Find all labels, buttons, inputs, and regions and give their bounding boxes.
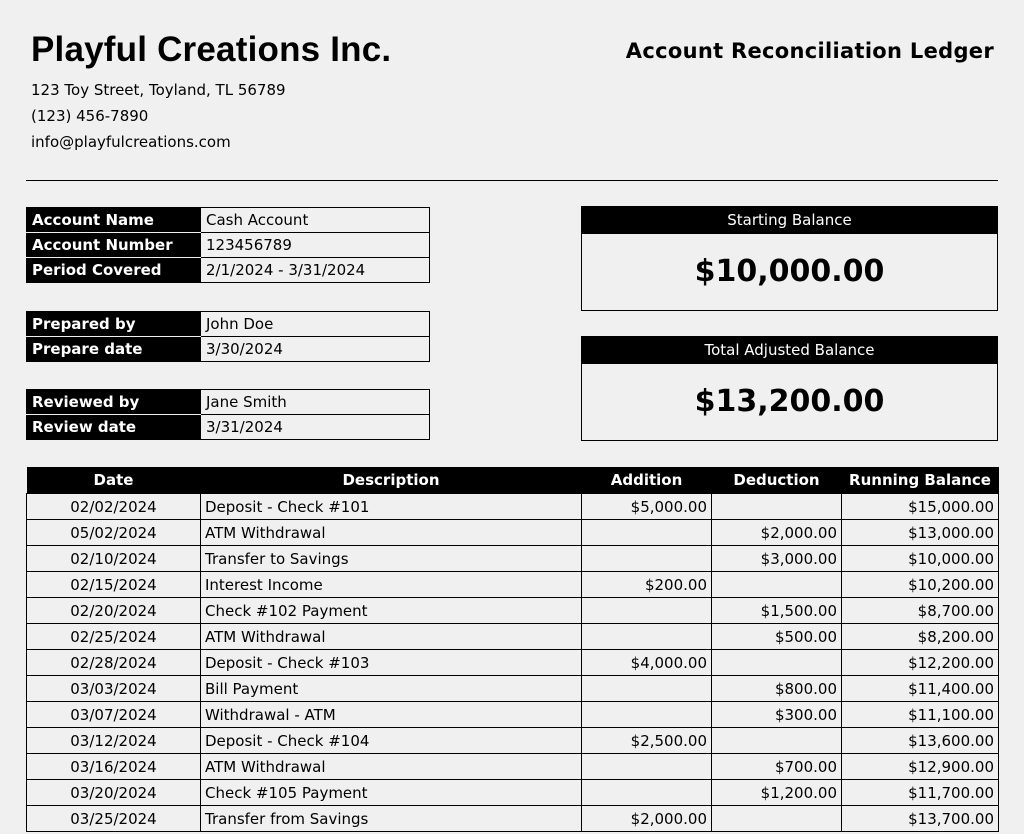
description-cell: Deposit - Check #101	[201, 494, 582, 520]
deduction-cell: $500.00	[712, 624, 842, 650]
table-row	[27, 754, 999, 780]
deduction-cell	[712, 650, 842, 676]
prepare-date-row	[27, 337, 430, 362]
header-divider	[26, 180, 998, 181]
addition-cell: $200.00	[582, 572, 712, 598]
reviewed-by-row	[27, 390, 430, 415]
table-row	[27, 624, 999, 650]
table-row	[27, 650, 999, 676]
table-row	[27, 676, 999, 702]
table-row	[27, 806, 999, 832]
adjusted-balance-value: $13,200.00	[694, 384, 885, 419]
review-date-row	[27, 415, 430, 440]
addition-cell	[582, 624, 712, 650]
addition-cell: $5,000.00	[582, 494, 712, 520]
table-row	[27, 728, 999, 754]
column-header-description: Description	[201, 467, 582, 494]
table-row	[27, 520, 999, 546]
deduction-cell	[712, 572, 842, 598]
date-cell: 02/02/2024	[27, 494, 201, 520]
running-balance-cell: $8,200.00	[842, 624, 999, 650]
prepared-by-value: John Doe	[201, 312, 430, 337]
adjusted-balance-box	[581, 336, 998, 441]
deduction-cell	[712, 728, 842, 754]
reviewed-by-label: Reviewed by	[27, 390, 201, 415]
date-cell: 03/12/2024	[27, 728, 201, 754]
table-row	[27, 598, 999, 624]
addition-cell	[582, 780, 712, 806]
column-header-running-balance: Running Balance	[842, 467, 999, 494]
running-balance-cell: $11,700.00	[842, 780, 999, 806]
ledger-table	[26, 467, 999, 832]
table-row	[27, 702, 999, 728]
addition-cell	[582, 676, 712, 702]
ledger-body	[27, 494, 999, 832]
starting-balance-box	[581, 206, 998, 311]
table-row	[27, 780, 999, 806]
description-cell: Withdrawal - ATM	[201, 702, 582, 728]
date-cell: 03/20/2024	[27, 780, 201, 806]
description-cell: ATM Withdrawal	[201, 520, 582, 546]
company-email: info@playfulcreations.com	[31, 133, 231, 151]
period-covered-row	[27, 258, 430, 283]
company-name: Playful Creations Inc.	[31, 30, 392, 69]
addition-cell: $2,000.00	[582, 806, 712, 832]
document-title: Account Reconciliation Ledger	[625, 39, 994, 63]
deduction-cell: $2,000.00	[712, 520, 842, 546]
addition-cell: $4,000.00	[582, 650, 712, 676]
description-cell: Interest Income	[201, 572, 582, 598]
ledger-header-row	[27, 467, 999, 494]
running-balance-cell: $10,200.00	[842, 572, 999, 598]
running-balance-cell: $12,200.00	[842, 650, 999, 676]
deduction-cell: $1,500.00	[712, 598, 842, 624]
account-name-value: Cash Account	[201, 208, 430, 233]
running-balance-cell: $13,600.00	[842, 728, 999, 754]
date-cell: 05/02/2024	[27, 520, 201, 546]
date-cell: 03/07/2024	[27, 702, 201, 728]
account-name-label: Account Name	[27, 208, 201, 233]
company-phone: (123) 456-7890	[31, 107, 149, 125]
account-number-label: Account Number	[27, 233, 201, 258]
running-balance-cell: $13,000.00	[842, 520, 999, 546]
account-number-value: 123456789	[201, 233, 430, 258]
running-balance-cell: $11,100.00	[842, 702, 999, 728]
column-header-addition: Addition	[582, 467, 712, 494]
addition-cell	[582, 754, 712, 780]
description-cell: Deposit - Check #104	[201, 728, 582, 754]
addition-cell	[582, 702, 712, 728]
date-cell: 03/16/2024	[27, 754, 201, 780]
prepared-info-table	[26, 311, 430, 362]
period-covered-value: 2/1/2024 - 3/31/2024	[201, 258, 430, 283]
date-cell: 02/28/2024	[27, 650, 201, 676]
running-balance-cell: $10,000.00	[842, 546, 999, 572]
reviewed-info-table	[26, 389, 430, 440]
column-header-date: Date	[27, 467, 201, 494]
deduction-cell: $700.00	[712, 754, 842, 780]
date-cell: 02/20/2024	[27, 598, 201, 624]
table-row	[27, 572, 999, 598]
description-cell: ATM Withdrawal	[201, 754, 582, 780]
addition-cell	[582, 598, 712, 624]
description-cell: Check #102 Payment	[201, 598, 582, 624]
description-cell: Transfer to Savings	[201, 546, 582, 572]
period-covered-label: Period Covered	[27, 258, 201, 283]
date-cell: 03/03/2024	[27, 676, 201, 702]
addition-cell	[582, 520, 712, 546]
company-address: 123 Toy Street, Toyland, TL 56789	[31, 81, 286, 99]
description-cell: Transfer from Savings	[201, 806, 582, 832]
description-cell: Bill Payment	[201, 676, 582, 702]
prepare-date-label: Prepare date	[27, 337, 201, 362]
deduction-cell: $1,200.00	[712, 780, 842, 806]
description-cell: Deposit - Check #103	[201, 650, 582, 676]
date-cell: 02/25/2024	[27, 624, 201, 650]
account-name-row	[27, 208, 430, 233]
deduction-cell: $800.00	[712, 676, 842, 702]
deduction-cell	[712, 494, 842, 520]
prepared-by-label: Prepared by	[27, 312, 201, 337]
description-cell: Check #105 Payment	[201, 780, 582, 806]
running-balance-cell: $8,700.00	[842, 598, 999, 624]
account-number-row	[27, 233, 430, 258]
running-balance-cell: $11,400.00	[842, 676, 999, 702]
running-balance-cell: $15,000.00	[842, 494, 999, 520]
review-date-value: 3/31/2024	[201, 415, 430, 440]
table-row	[27, 494, 999, 520]
starting-balance-label: Starting Balance	[582, 207, 997, 234]
addition-cell	[582, 546, 712, 572]
description-cell: ATM Withdrawal	[201, 624, 582, 650]
table-row	[27, 546, 999, 572]
deduction-cell: $300.00	[712, 702, 842, 728]
date-cell: 02/10/2024	[27, 546, 201, 572]
running-balance-cell: $12,900.00	[842, 754, 999, 780]
column-header-deduction: Deduction	[712, 467, 842, 494]
deduction-cell	[712, 806, 842, 832]
prepared-by-row	[27, 312, 430, 337]
addition-cell: $2,500.00	[582, 728, 712, 754]
reviewed-by-value: Jane Smith	[201, 390, 430, 415]
prepare-date-value: 3/30/2024	[201, 337, 430, 362]
deduction-cell: $3,000.00	[712, 546, 842, 572]
running-balance-cell: $13,700.00	[842, 806, 999, 832]
date-cell: 03/25/2024	[27, 806, 201, 832]
review-date-label: Review date	[27, 415, 201, 440]
account-info-table	[26, 207, 430, 283]
starting-balance-value: $10,000.00	[694, 254, 885, 289]
adjusted-balance-label: Total Adjusted Balance	[582, 337, 997, 364]
date-cell: 02/15/2024	[27, 572, 201, 598]
